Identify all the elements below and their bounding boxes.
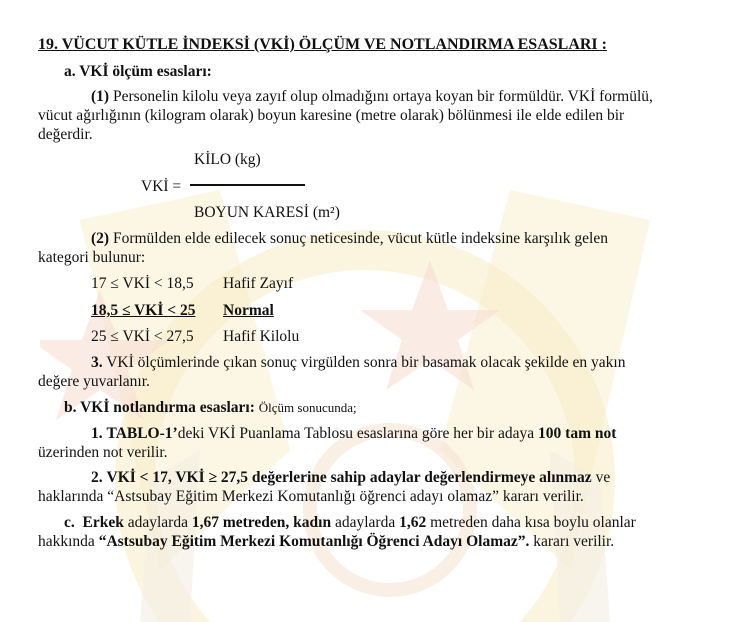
category-label: Hafif Zayıf bbox=[223, 275, 294, 292]
paragraph-a1-line3: değerdir. bbox=[38, 126, 93, 143]
paragraph-a1-line1 bbox=[91, 88, 653, 106]
subsection-b-heading-line bbox=[64, 399, 357, 417]
paragraph-b2-end: ve bbox=[595, 469, 611, 486]
subsection-b-note: Ölçüm sonucunda; bbox=[258, 400, 357, 415]
subsection-c-line1 bbox=[64, 514, 636, 532]
paragraph-a3-number: 3. bbox=[91, 354, 103, 371]
paragraph-a2-line2: kategori bulunur: bbox=[38, 249, 146, 266]
paragraph-b1-number: 1. bbox=[91, 425, 103, 442]
paragraph-b1-line2: üzerinden not verilir. bbox=[38, 444, 168, 461]
formula-numerator: KİLO (kg) bbox=[194, 151, 261, 168]
subsection-a-heading: a. VKİ ölçüm esasları: bbox=[64, 63, 212, 80]
paragraph-a1-number: (1) bbox=[91, 88, 110, 105]
paragraph-b1-score: 100 tam not bbox=[538, 425, 617, 442]
paragraph-b1-line1 bbox=[91, 425, 616, 443]
subsection-c-line2 bbox=[38, 533, 614, 551]
subsection-c-decision: “Astsubay Eğitim Merkezi Komutanlığı Öğrenci Adayı Olamaz”. bbox=[98, 533, 530, 550]
paragraph-a2-line1 bbox=[91, 230, 608, 248]
section-title: 19. VÜCUT KÜTLE İNDEKSİ (VKİ) ÖLÇÜM VE NOTLANDIRMA ESASLARI : bbox=[38, 36, 607, 53]
paragraph-b2-number: 2. bbox=[91, 469, 103, 486]
subsection-c-text: metreden daha kısa boylu olanlar bbox=[430, 514, 636, 531]
subsection-c-number: c. bbox=[64, 514, 75, 531]
paragraph-b1-table-ref: TABLO-1’ bbox=[106, 425, 178, 442]
subsection-c-line2-end: kararı verilir. bbox=[533, 533, 615, 550]
category-range-text: 18,5 ≤ VKİ < 25 bbox=[91, 302, 196, 319]
formula-lhs: VKİ = bbox=[141, 178, 182, 195]
paragraph-b2-line2: haklarında “Astsubay Eğitim Merkezi Komutanlığı öğrenci adayı olamaz” kararı verilir. bbox=[38, 488, 584, 505]
subsection-c-text: adaylarda bbox=[127, 514, 188, 531]
formula-denominator: BOYUN KARESİ (m²) bbox=[194, 204, 340, 221]
paragraph-b1-text: deki VKİ Puanlama Tablosu esaslarına göre her bir adaya bbox=[177, 425, 535, 442]
paragraph-a3-line1 bbox=[91, 354, 625, 372]
subsection-b-heading: b. VKİ notlandırma esasları: bbox=[64, 399, 255, 416]
paragraph-a3-line2: değere yuvarlanır. bbox=[38, 373, 150, 390]
paragraph-b2-line1 bbox=[91, 469, 610, 487]
subsection-c-male-height: 1,67 metreden, bbox=[191, 514, 290, 531]
category-range: 25 ≤ VKİ < 27,5 bbox=[91, 328, 194, 345]
category-range: 17 ≤ VKİ < 18,5 bbox=[91, 275, 194, 292]
paragraph-b2-bold-text: VKİ < 17, VKİ ≥ 27,5 değerlerine sahip adaylar değerlendirmeye alınmaz bbox=[106, 469, 592, 486]
category-label: Hafif Kilolu bbox=[223, 328, 300, 345]
subsection-c-male: Erkek bbox=[82, 514, 124, 531]
paragraph-a1-line2: vücut ağırlığının (kilogram olarak) boyun karesine (metre olarak) bölünmesi ile elde edilen bir bbox=[38, 107, 625, 124]
subsection-c-female: kadın bbox=[293, 514, 332, 531]
paragraph-a2-number: (2) bbox=[91, 230, 110, 247]
paragraph-a3-text: VKİ ölçümlerinde çıkan sonuç virgülden sonra bir basamak olacak şekilde en yakın bbox=[106, 354, 626, 371]
paragraph-a1-text: Personelin kilolu veya zayıf olup olmadığını ortaya koyan bir formüldür. VKİ formülü, bbox=[112, 88, 653, 105]
category-label: Normal bbox=[223, 302, 274, 319]
subsection-c-line2-pre: hakkında bbox=[38, 533, 95, 550]
subsection-c-text: adaylarda bbox=[334, 514, 396, 531]
subsection-c-female-height: 1,62 bbox=[399, 514, 427, 531]
formula-fraction-bar bbox=[190, 184, 305, 186]
paragraph-a2-text: Formülden elde edilecek sonuç neticesinde, vücut kütle indeksine karşılık gelen bbox=[112, 230, 608, 247]
